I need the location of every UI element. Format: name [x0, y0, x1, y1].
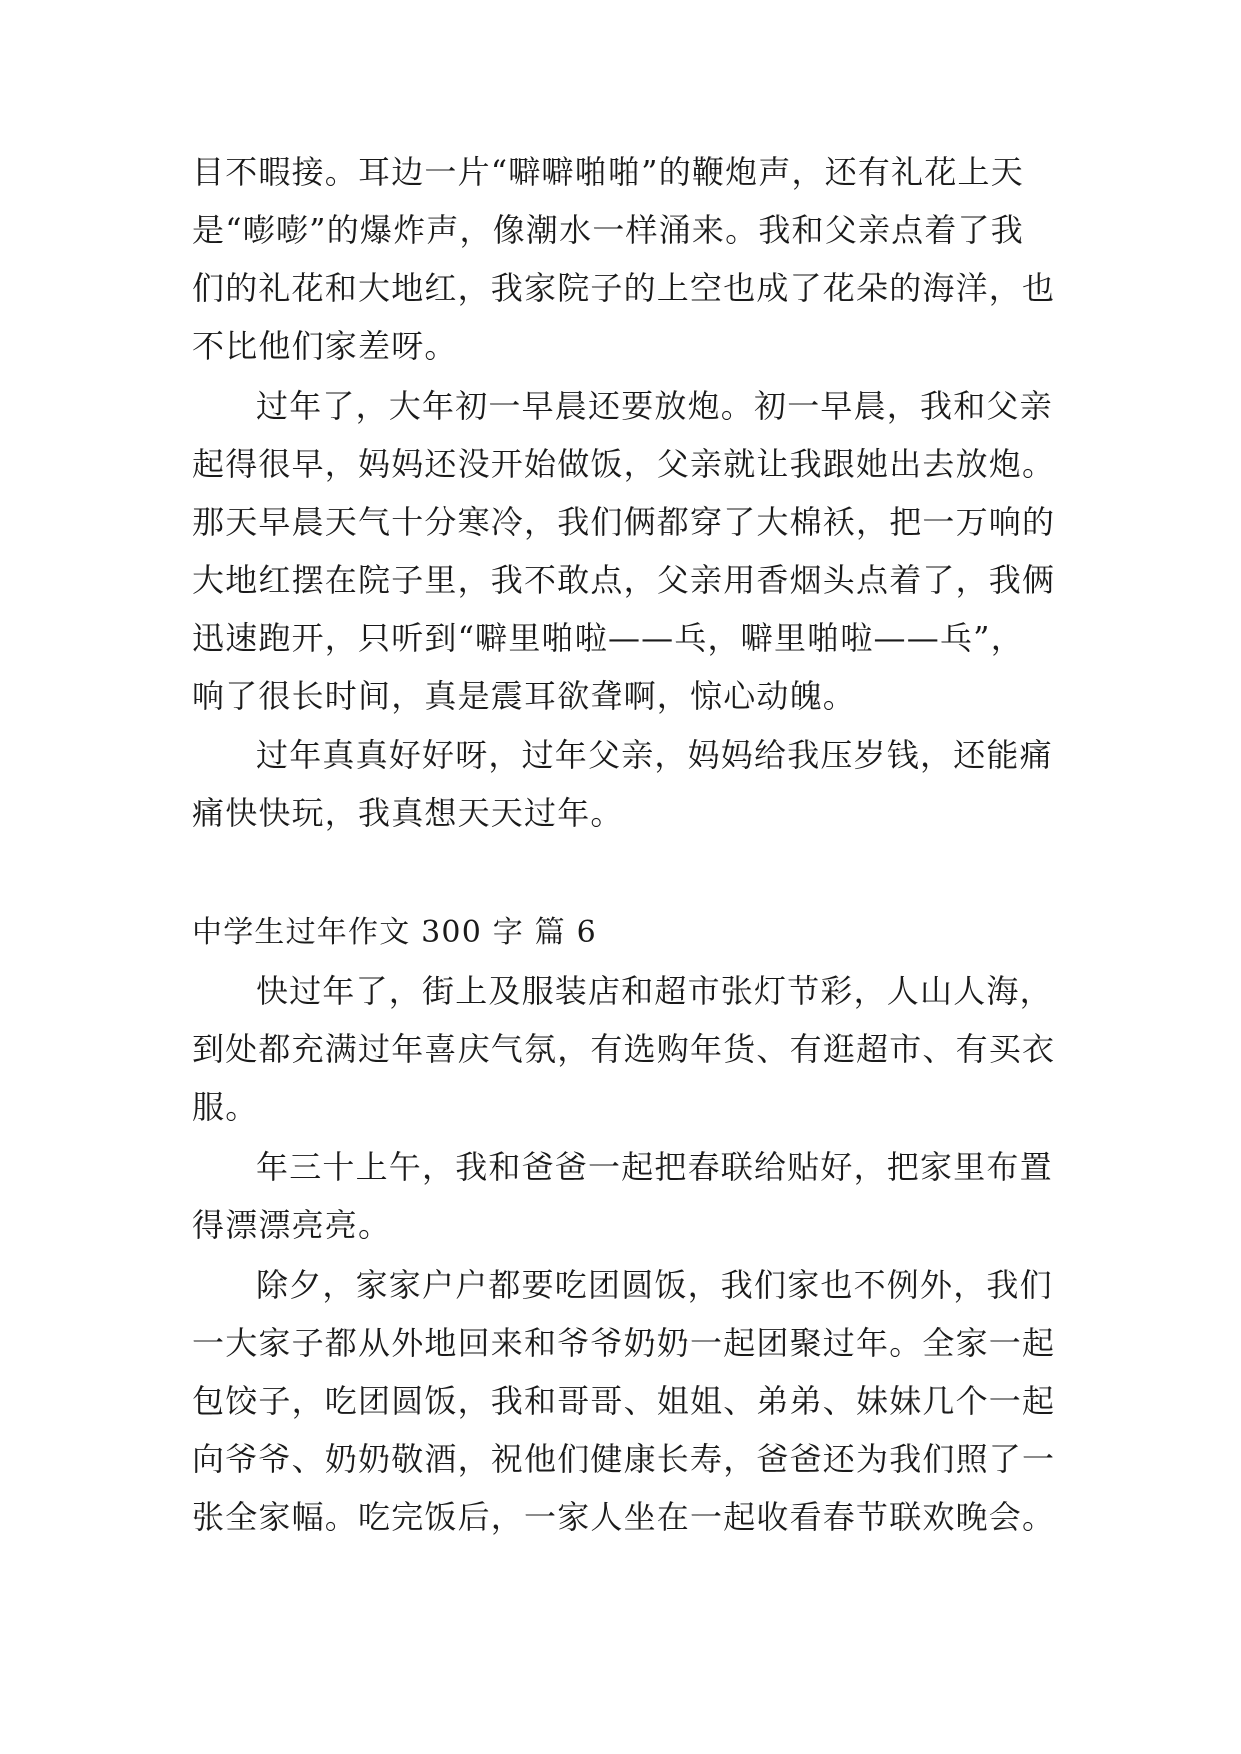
- text-line: 目不暇接。耳边一片“噼噼啪啪”的鞭炮声，还有礼花上天: [192, 153, 1024, 191]
- text-line: 服。: [192, 1088, 259, 1126]
- text-line: 痛快快玩，我真想天天过年。: [192, 794, 624, 832]
- text-line: 到处都充满过年喜庆气氛，有选购年货、有逛超市、有买衣: [192, 1030, 1056, 1068]
- text-line: 包饺子，吃团圆饭，我和哥哥、姐姐、弟弟、妹妹几个一起: [192, 1382, 1056, 1420]
- text-line: 们的礼花和大地红，我家院子的上空也成了花朵的海洋，也: [192, 269, 1056, 307]
- paragraph-first-line: 过年真真好好呀，过年父亲，妈妈给我压岁钱，还能痛: [256, 736, 1053, 774]
- section-heading: 中学生过年作文 300 字 篇 6: [192, 915, 597, 950]
- paragraph-first-line: 除夕，家家户户都要吃团圆饭，我们家也不例外，我们: [256, 1266, 1053, 1304]
- text-line: 大地红摆在院子里，我不敢点，父亲用香烟头点着了，我俩: [192, 561, 1056, 599]
- paragraph-first-line: 过年了，大年初一早晨还要放炮。初一早晨，我和父亲: [256, 387, 1053, 425]
- paragraph-first-line: 年三十上午，我和爸爸一起把春联给贴好，把家里布置: [256, 1148, 1053, 1186]
- text-line: 得漂漂亮亮。: [192, 1206, 392, 1244]
- paragraph-first-line: 快过年了，街上及服装店和超市张灯节彩，人山人海，: [256, 972, 1053, 1010]
- text-line: 那天早晨天气十分寒冷，我们俩都穿了大棉袄，把一万响的: [192, 503, 1056, 541]
- text-line: 一大家子都从外地回来和爷爷奶奶一起团聚过年。全家一起: [192, 1324, 1056, 1362]
- text-line: 张全家幅。吃完饭后，一家人坐在一起收看春节联欢晚会。: [192, 1498, 1056, 1536]
- text-line: 是“嘭嘭”的爆炸声，像潮水一样涌来。我和父亲点着了我: [192, 211, 1024, 249]
- text-line: 不比他们家差呀。: [192, 327, 458, 365]
- text-line: 向爷爷、奶奶敬酒，祝他们健康长寿，爸爸还为我们照了一: [192, 1440, 1056, 1478]
- text-line: 迅速跑开，只听到“噼里啪啦——乓，噼里啪啦——乓”，: [192, 619, 1024, 657]
- text-line: 响了很长时间，真是震耳欲聋啊，惊心动魄。: [192, 677, 857, 715]
- text-line: 起得很早，妈妈还没开始做饭，父亲就让我跟她出去放炮。: [192, 445, 1056, 483]
